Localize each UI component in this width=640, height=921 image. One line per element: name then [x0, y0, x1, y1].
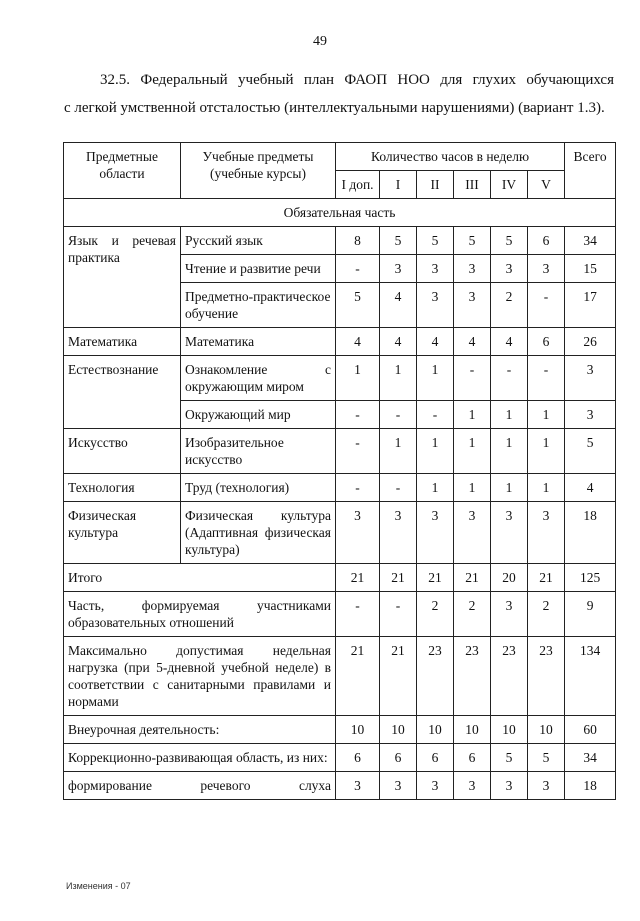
hours-cell: 1 [491, 429, 528, 474]
summary-label: Итого [64, 564, 336, 592]
hours-cell: 5 [491, 744, 528, 772]
hours-cell: 6 [336, 744, 380, 772]
summary-label: Максимально допустимая недельная нагрузка (при 5-дневной учебной неделе) в соответствии с санитарными правилами и нормами [64, 637, 336, 716]
hours-cell: 10 [380, 716, 417, 744]
hours-cell: 1 [454, 401, 491, 429]
hours-cell: 1 [528, 429, 565, 474]
hours-cell: 10 [491, 716, 528, 744]
hours-cell: 21 [336, 637, 380, 716]
hours-cell: 3 [380, 772, 417, 800]
grade-header: V [528, 171, 565, 199]
hours-cell: 20 [491, 564, 528, 592]
hours-cell: 21 [417, 564, 454, 592]
summary-label: Коррекционно-развивающая область, из них: [64, 744, 336, 772]
total-cell: 9 [565, 592, 616, 637]
total-cell: 4 [565, 474, 616, 502]
hours-cell: 10 [454, 716, 491, 744]
hours-cell: - [528, 356, 565, 401]
hours-cell: 4 [417, 328, 454, 356]
grade-header: I [380, 171, 417, 199]
hours-cell: 1 [491, 401, 528, 429]
hours-cell: 5 [380, 227, 417, 255]
hours-cell: 10 [528, 716, 565, 744]
hours-cell: - [491, 356, 528, 401]
hours-cell: 3 [528, 255, 565, 283]
summary-row [64, 564, 616, 592]
hours-cell: 1 [417, 429, 454, 474]
summary-row [64, 716, 616, 744]
heading-line-2: с легкой умственной отсталостью (интеллектуальными нарушениями) (вариант 1.3). [64, 100, 605, 116]
hours-cell: 21 [528, 564, 565, 592]
hours-cell: 3 [380, 502, 417, 564]
hours-cell: 1 [336, 356, 380, 401]
hours-cell: 4 [380, 328, 417, 356]
hours-cell: 3 [528, 772, 565, 800]
section-heading [64, 66, 614, 122]
subject-cell: Окружающий мир [181, 401, 336, 429]
total-cell: 26 [565, 328, 616, 356]
hours-cell: 5 [528, 744, 565, 772]
hours-cell: 3 [380, 255, 417, 283]
header-area: Предметные области [64, 143, 181, 199]
hours-cell: 2 [454, 592, 491, 637]
header-row [64, 143, 616, 171]
hours-cell: 5 [454, 227, 491, 255]
grade-header: I доп. [336, 171, 380, 199]
summary-row [64, 772, 616, 800]
hours-cell: - [336, 429, 380, 474]
hours-cell: 3 [336, 772, 380, 800]
subject-cell: Математика [181, 328, 336, 356]
grade-header: II [417, 171, 454, 199]
hours-cell: 10 [336, 716, 380, 744]
curriculum-table [63, 142, 616, 800]
area-cell [64, 227, 181, 328]
hours-cell: 8 [336, 227, 380, 255]
subject-cell: Русский язык [181, 227, 336, 255]
hours-cell: - [380, 401, 417, 429]
hours-cell: 2 [417, 592, 454, 637]
subject-cell: Труд (технология) [181, 474, 336, 502]
hours-cell: 1 [528, 474, 565, 502]
hours-cell: 6 [528, 227, 565, 255]
summary-label: Внеурочная деятельность: [64, 716, 336, 744]
area-cell: Физическая культура [64, 502, 181, 564]
hours-cell: 21 [380, 637, 417, 716]
hours-cell: 1 [380, 429, 417, 474]
hours-cell: - [380, 474, 417, 502]
table-row [64, 328, 616, 356]
hours-cell: 3 [417, 772, 454, 800]
grade-header: IV [491, 171, 528, 199]
hours-cell: 3 [454, 502, 491, 564]
hours-cell: 23 [417, 637, 454, 716]
total-cell: 17 [565, 283, 616, 328]
subject-cell: Чтение и развитие речи [181, 255, 336, 283]
section-mandatory: Обязательная часть [64, 199, 616, 227]
summary-label: Часть, формируемая участниками образовательных отношений [64, 592, 336, 637]
hours-cell: 4 [336, 328, 380, 356]
section-row [64, 199, 616, 227]
hours-cell: 3 [491, 255, 528, 283]
subject-cell: Предметно-практическое обучение [181, 283, 336, 328]
hours-cell: - [336, 592, 380, 637]
hours-cell: 1 [380, 356, 417, 401]
hours-cell: 4 [491, 328, 528, 356]
hours-cell: 2 [528, 592, 565, 637]
page-number: 49 [313, 34, 327, 49]
heading-line-1: 32.5. Федеральный учебный план ФАОП НОО для глухих обучающихся [100, 72, 614, 88]
hours-cell: 3 [454, 772, 491, 800]
hours-cell: 3 [336, 502, 380, 564]
total-cell: 15 [565, 255, 616, 283]
total-cell: 34 [565, 744, 616, 772]
hours-cell: 1 [417, 474, 454, 502]
hours-cell: 6 [528, 328, 565, 356]
hours-cell: 5 [491, 227, 528, 255]
hours-cell: 1 [491, 474, 528, 502]
table-row [64, 356, 616, 401]
hours-cell: 1 [454, 429, 491, 474]
hours-cell: 6 [380, 744, 417, 772]
area-cell: Естествознание [64, 356, 181, 429]
total-cell: 18 [565, 772, 616, 800]
total-cell: 60 [565, 716, 616, 744]
hours-cell: - [417, 401, 454, 429]
summary-row [64, 744, 616, 772]
hours-cell: 3 [417, 283, 454, 328]
total-cell: 18 [565, 502, 616, 564]
hours-cell: 3 [491, 502, 528, 564]
total-cell: 134 [565, 637, 616, 716]
hours-cell: - [336, 255, 380, 283]
header-hours: Количество часов в неделю [336, 143, 565, 171]
summary-label: формирование речевого слуха [64, 772, 336, 800]
total-cell: 34 [565, 227, 616, 255]
hours-cell: 3 [491, 592, 528, 637]
hours-cell: - [336, 401, 380, 429]
hours-cell: 3 [417, 255, 454, 283]
total-cell: 125 [565, 564, 616, 592]
area-label-line-1: Язык и речевая [68, 233, 176, 248]
area-cell: Искусство [64, 429, 181, 474]
hours-cell: 23 [454, 637, 491, 716]
hours-cell: - [528, 283, 565, 328]
hours-cell: 5 [417, 227, 454, 255]
hours-cell: 1 [417, 356, 454, 401]
hours-cell: 3 [417, 502, 454, 564]
hours-cell: - [380, 592, 417, 637]
header-subjects: Учебные предметы (учебные курсы) [181, 143, 336, 199]
hours-cell: 4 [454, 328, 491, 356]
hours-cell: 23 [491, 637, 528, 716]
footer-note: Изменения - 07 [66, 881, 131, 891]
hours-cell: 1 [454, 474, 491, 502]
subject-cell: Ознакомление с окружающим миром [181, 356, 336, 401]
summary-row [64, 637, 616, 716]
hours-cell: 3 [491, 772, 528, 800]
area-cell: Математика [64, 328, 181, 356]
hours-cell: 4 [380, 283, 417, 328]
hours-cell: 3 [454, 283, 491, 328]
hours-cell: 23 [528, 637, 565, 716]
grade-header: III [454, 171, 491, 199]
subject-cell: Изобразительное искусство [181, 429, 336, 474]
table-row [64, 429, 616, 474]
table-row [64, 227, 616, 255]
table-row [64, 474, 616, 502]
table-row [64, 502, 616, 564]
hours-cell: 3 [528, 502, 565, 564]
hours-cell: 1 [528, 401, 565, 429]
hours-cell: 21 [336, 564, 380, 592]
area-label-line-2: практика [68, 250, 120, 265]
hours-cell: 21 [380, 564, 417, 592]
hours-cell: 2 [491, 283, 528, 328]
header-total: Всего [565, 143, 616, 199]
hours-cell: 6 [417, 744, 454, 772]
summary-row [64, 592, 616, 637]
hours-cell: - [336, 474, 380, 502]
subject-cell: Физическая культура (Адаптивная физическая культура) [181, 502, 336, 564]
total-cell: 3 [565, 356, 616, 401]
hours-cell: 6 [454, 744, 491, 772]
hours-cell: - [454, 356, 491, 401]
hours-cell: 10 [417, 716, 454, 744]
hours-cell: 5 [336, 283, 380, 328]
area-cell: Технология [64, 474, 181, 502]
total-cell: 3 [565, 401, 616, 429]
hours-cell: 21 [454, 564, 491, 592]
total-cell: 5 [565, 429, 616, 474]
hours-cell: 3 [454, 255, 491, 283]
